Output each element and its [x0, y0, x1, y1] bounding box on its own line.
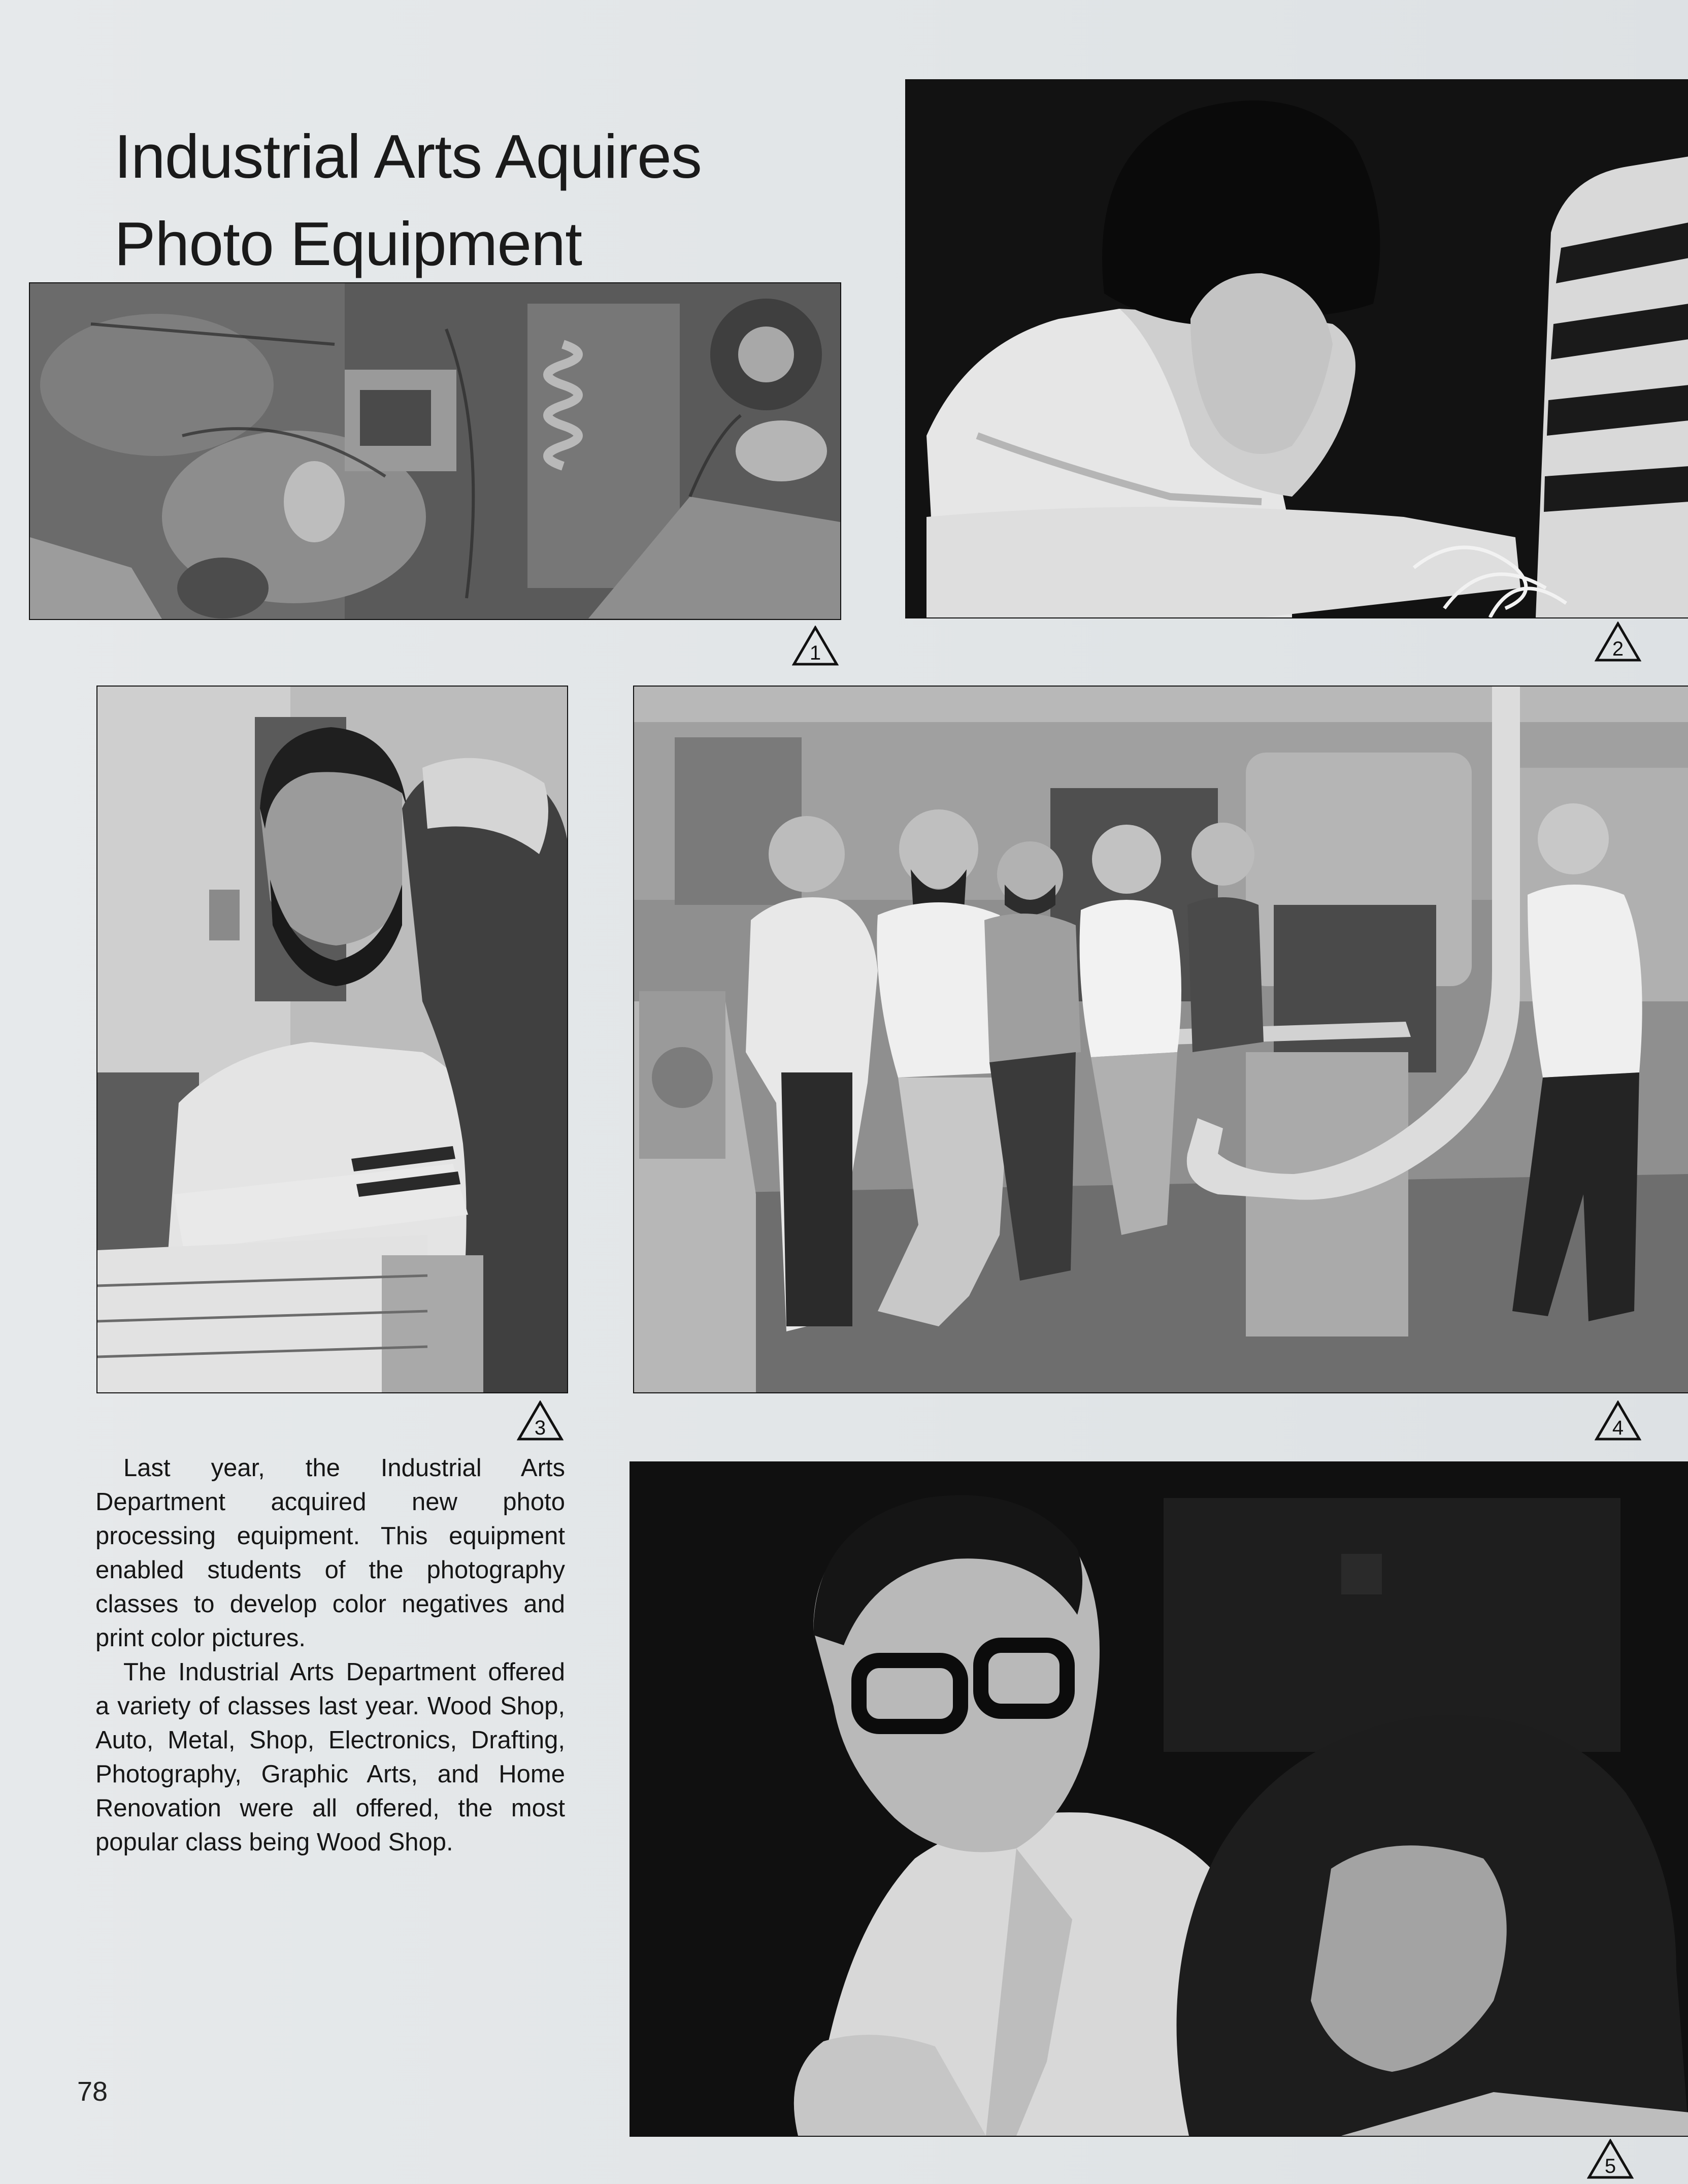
- page-title: [114, 113, 876, 287]
- article-paragraph-1: Last year, the Industrial Arts Department acquired new photo processing equipment. This equipment enabled students of the photography classes to develop color negatives and print color pictures.: [95, 1454, 565, 1652]
- photo-4-marker-number: 4: [1612, 1417, 1624, 1439]
- photo-3-marker-number: 3: [534, 1417, 546, 1439]
- photo-1-marker-number: 1: [809, 642, 821, 664]
- photo-5-marker-number: 5: [1604, 2155, 1616, 2177]
- photo-3-teacher-and-student: [96, 686, 568, 1393]
- article-paragraph-2: The Industrial Arts Department offered a variety of classes last year. Wood Shop, Auto, Metal, Shop, Electronics, Drafting, Photography, Graphic Arts, and Home Renovation were all offered, the most popular class being Wood Shop.: [95, 1658, 565, 1856]
- article-body: [95, 1451, 565, 1860]
- photo-2-student-wiring: [905, 79, 1688, 618]
- title-line-1: Industrial Arts Aquires: [114, 121, 702, 191]
- photo-3-marker: [517, 1400, 564, 1441]
- photo-2-marker: [1595, 622, 1641, 662]
- photo-4-faculty-band-saw: [633, 686, 1688, 1393]
- title-line-2: Photo Equipment: [114, 209, 582, 278]
- photo-5-marker: [1587, 2139, 1634, 2179]
- page-number: 78: [77, 2076, 108, 2107]
- photo-1-engine: [29, 282, 841, 620]
- photo-4-marker: [1595, 1400, 1641, 1441]
- photo-5-teacher-with-glasses: [630, 1461, 1688, 2137]
- photo-1-marker: [792, 626, 839, 666]
- photo-2-marker-number: 2: [1612, 638, 1624, 660]
